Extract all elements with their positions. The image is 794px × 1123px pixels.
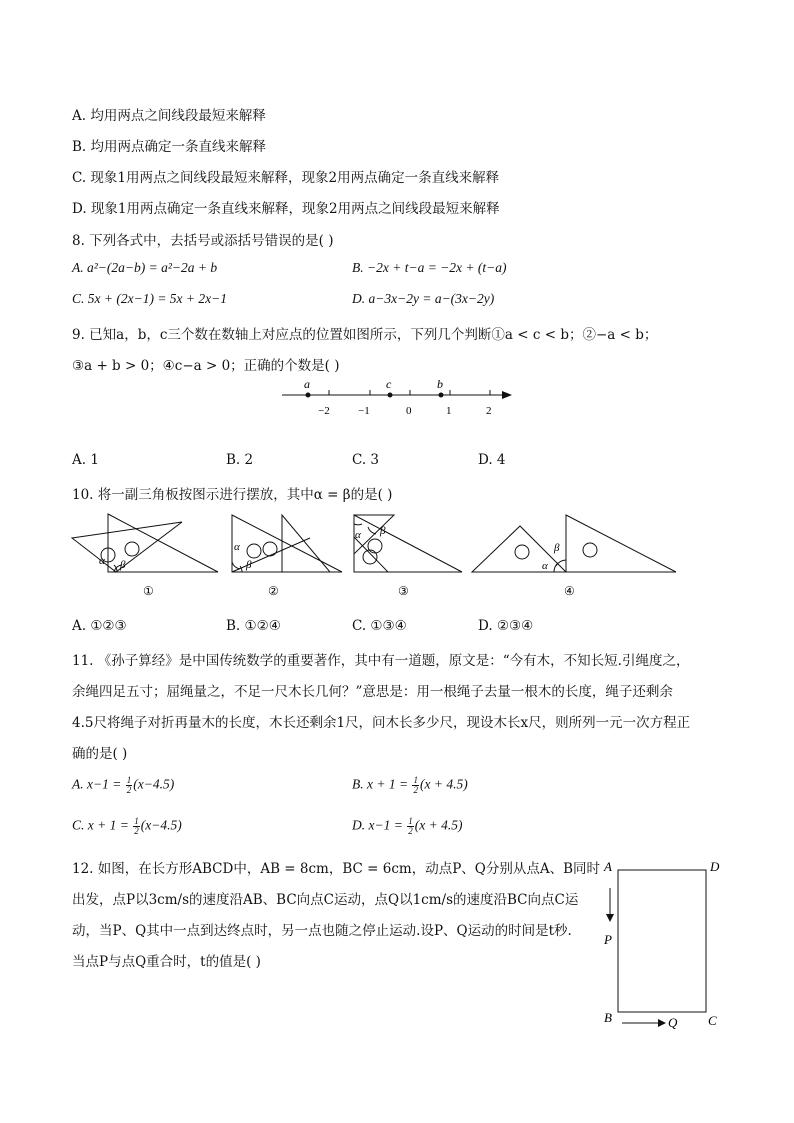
fig4-beta: β [554, 542, 560, 554]
q10-stem: 10. 将一副三角板按图示进行摆放，其中α = β的是( ) [72, 487, 393, 503]
q11-stem-line4: 确的是( ) [72, 746, 128, 762]
fig1-beta: β [120, 559, 126, 571]
q11-option-c: C. x + 1 = $\frac{1}{2}$ (x−4.5) [72, 816, 182, 836]
q8-stem: 8. 下列各式中，去括号或添括号错误的是( ) [72, 233, 334, 249]
q7-option-c: C. 现象1用两点之间线段最短来解释，现象2用两点确定一条直线来解释 [72, 170, 500, 186]
q7-option-a: A. 均用两点之间线段最短来解释 [72, 108, 266, 124]
fig2-label: ② [268, 584, 279, 598]
fig4-alpha: α [542, 560, 548, 572]
q7-option-d: D. 现象1用两点确定一条直线来解释，现象2用两点之间线段最短来解释 [72, 201, 500, 217]
q9-option-a: A. 1 [72, 452, 99, 468]
triangle-boards-figure [70, 512, 710, 600]
q11-option-d: D. x−1 = $\frac{1}{2}$ (x + 4.5) [352, 816, 463, 836]
fig2-beta: β [246, 559, 252, 571]
q9-option-b: B. 2 [226, 452, 254, 468]
q7-option-b: B. 均用两点确定一条直线来解释 [72, 139, 267, 155]
q11-stem-line3: 4.5尺将绳子对折再量木的长度，木长还剩余1尺，问木长多少尺，现设木长x尺，则所列一元一次方程正 [72, 715, 691, 731]
label-q: Q [668, 1015, 678, 1030]
q10-option-a: A. ①②③ [72, 618, 127, 634]
q12-stem-line3: 动，当P、Q其中一点到达终点时，另一点也随之停止运动.设P、Q运动的时间是t秒. [72, 923, 572, 939]
rectangle-abcd-figure [598, 854, 728, 1034]
fig3-beta: β [380, 525, 386, 537]
q12-stem-line1: 12. 如图，在长方形ABCD中，AB = 8cm，BC = 6cm，动点P、Q分别从点A、B同时 [72, 861, 601, 877]
tick-label-neg2: −2 [318, 405, 330, 417]
q9-stem-line1: 9. 已知a，b，c三个数在数轴上对应点的位置如图所示，下列几个判断①a < c < b；②−a < b； [72, 327, 658, 343]
q8-option-d: D. a−3x−2y = a−(3x−2y) [352, 291, 495, 306]
label-c: C [708, 1013, 717, 1028]
q10-option-b: B. ①②④ [226, 618, 281, 634]
q9-option-c: C. 3 [352, 452, 380, 468]
q9-stem-line2: ③a + b > 0；④c−a > 0；正确的个数是( ) [72, 358, 340, 374]
q11-stem-line1: 11. 《孙子算经》是中国传统数学的重要著作，其中有一道题，原文是：“今有木，不知长短.引绳度之， [72, 653, 690, 669]
q8-option-b: B. −2x + t−a = −2x + (t−a) [352, 260, 507, 275]
point-c-label: c [386, 377, 392, 391]
point-a [306, 393, 311, 398]
q12-stem-line2: 出发，点P以3cm/s的速度沿AB、BC向点C运动，点Q以1cm/s的速度沿BC向点C运 [72, 892, 579, 908]
point-c [388, 393, 393, 398]
q10-option-c: C. ①③④ [352, 618, 407, 634]
q11-option-a: A. x−1 = $\frac{1}{2}$ (x−4.5) [72, 775, 175, 795]
number-line-figure [278, 376, 518, 422]
point-a-label: a [304, 377, 310, 391]
tick-label-0: 0 [406, 405, 412, 417]
point-b [439, 393, 444, 398]
q9-option-d: D. 4 [478, 452, 506, 468]
q11-stem-line2: 余绳四足五寸；屈绳量之，不足一尺木长几何？”意思是：用一根绳子去量一根木的长度，绳子还剩余 [72, 684, 673, 700]
tick-label-2: 2 [486, 405, 492, 417]
tick-label-neg1: −1 [358, 405, 370, 417]
label-a: A [604, 859, 612, 874]
q8-option-c: C. 5x + (2x−1) = 5x + 2x−1 [72, 291, 228, 306]
tick-label-1: 1 [446, 405, 452, 417]
q10-option-d: D. ②③④ [478, 618, 534, 634]
fig4-label: ④ [564, 584, 575, 598]
label-d: D [710, 859, 720, 874]
label-b: B [604, 1010, 612, 1025]
label-p: P [604, 932, 612, 947]
fig1-label: ① [143, 584, 154, 598]
fig3-label: ③ [398, 584, 409, 598]
fig3-alpha: α [355, 529, 361, 541]
q12-stem-line4: 当点P与点Q重合时，t的值是( ) [72, 954, 261, 970]
fig2-alpha: α [234, 541, 240, 553]
q11-option-b: B. x + 1 = $\frac{1}{2}$ (x + 4.5) [352, 775, 468, 795]
fig1-alpha: α [99, 555, 105, 567]
point-b-label: b [437, 377, 443, 391]
q8-option-a: A. a²−(2a−b) = a²−2a + b [72, 260, 218, 275]
